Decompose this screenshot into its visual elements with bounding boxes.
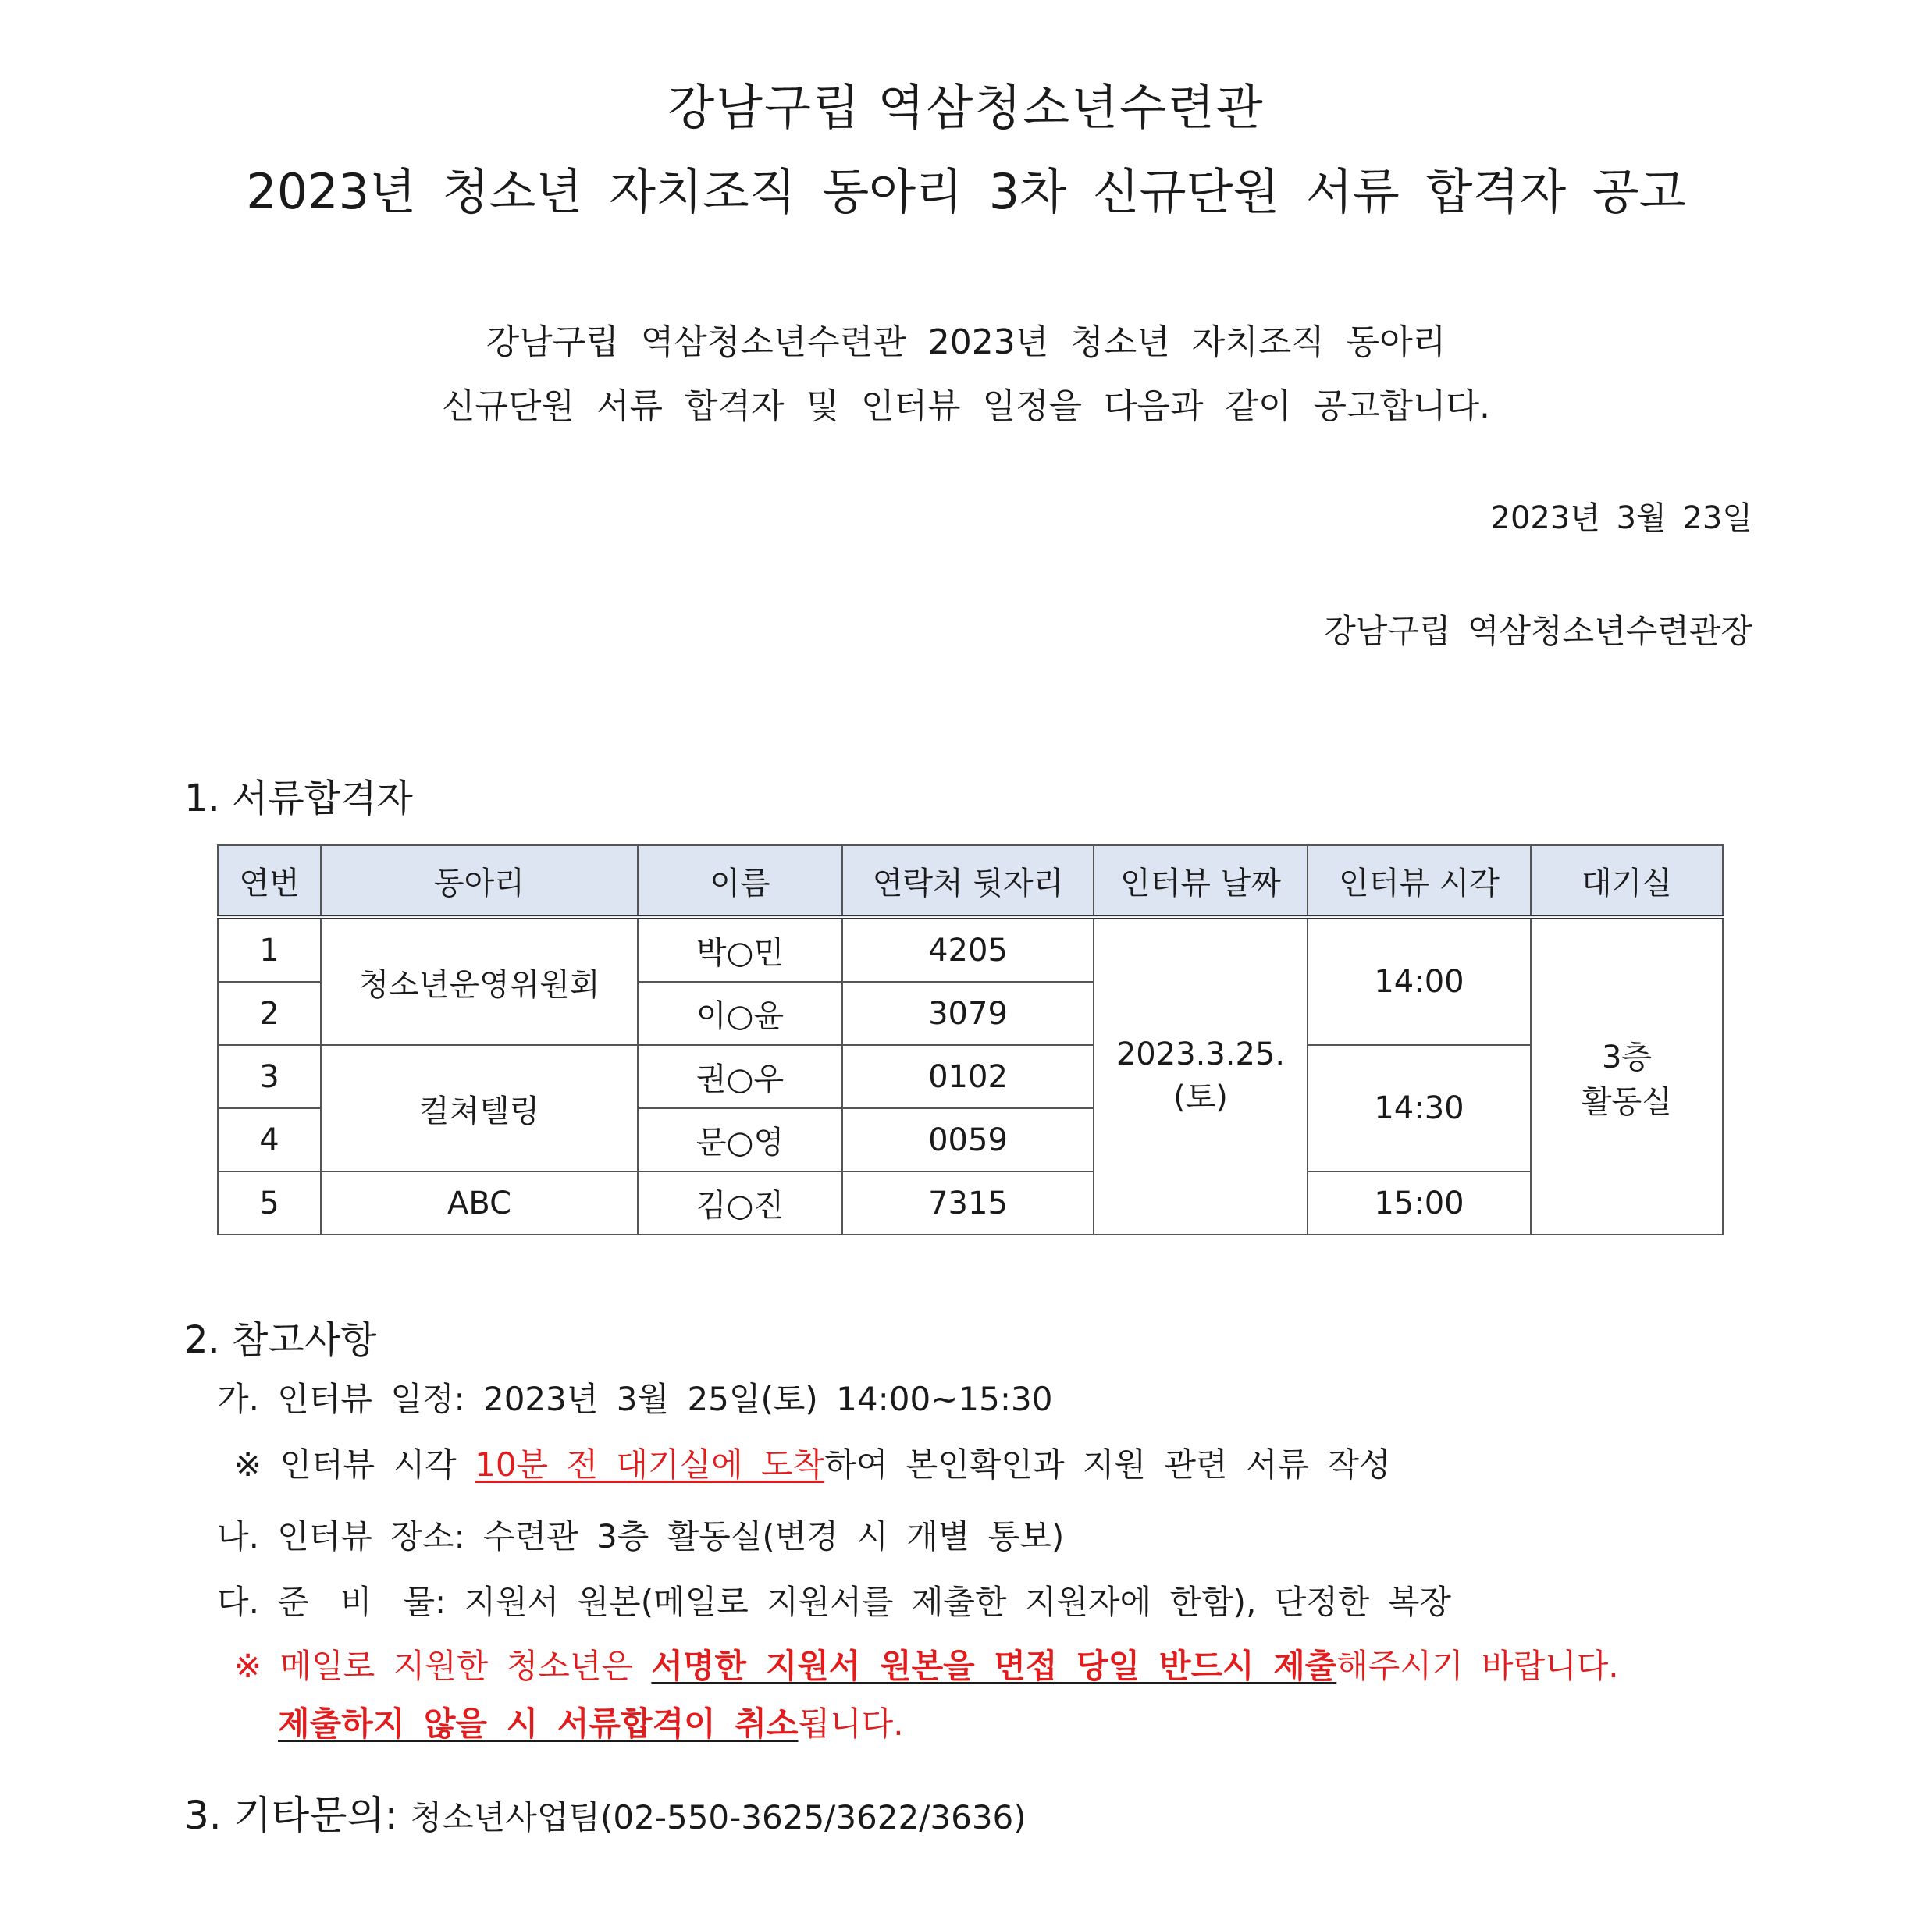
phone-last-digits: 0059 xyxy=(842,1108,1094,1171)
arrival-note-highlight: 10분 전 대기실에 도착 xyxy=(475,1445,825,1484)
document-title: 강남구립 역삼청소년수련관 xyxy=(667,79,1265,136)
passers-table xyxy=(217,844,1724,1235)
row-number: 3 xyxy=(218,1045,321,1108)
interview-date-value: 2023.3.25. xyxy=(1115,1036,1286,1072)
applicant-name: 김○진 xyxy=(638,1171,842,1235)
arrival-note xyxy=(234,1439,1391,1486)
table-row xyxy=(218,1171,1723,1235)
column-header: 인터뷰 날짜 xyxy=(1094,845,1308,917)
preparation-label-mid: 비 xyxy=(340,1583,372,1621)
phone-last-digits: 3079 xyxy=(842,982,1094,1045)
submission-warning-suffix: 해주시기 바랍니다. xyxy=(1336,1647,1619,1685)
column-header: 인터뷰 시각 xyxy=(1308,845,1531,917)
row-number: 5 xyxy=(218,1171,321,1235)
applicant-name: 이○윤 xyxy=(638,982,842,1045)
interview-date xyxy=(1094,917,1308,1235)
column-header: 이름 xyxy=(638,845,842,917)
preparation-value: 지원서 원본(메일로 지원서를 제출한 지원자에 한함), 단정한 복장 xyxy=(464,1583,1451,1621)
interview-location-note: 나. 인터뷰 장소: 수련관 3층 활동실(변경 시 개별 통보) xyxy=(217,1517,1065,1555)
preparation-note xyxy=(217,1577,1451,1623)
interview-date-weekday: (토) xyxy=(1173,1079,1228,1115)
interview-time: 14:30 xyxy=(1308,1045,1531,1171)
club-name: 청소년운영위원회 xyxy=(321,917,638,1045)
section-2-heading: 2. 참고사항 xyxy=(184,1318,377,1362)
arrival-note-suffix: 하여 본인확인과 지원 관련 서류 작성 xyxy=(824,1445,1391,1484)
preparation-label-end: 물: xyxy=(403,1583,447,1621)
phone-last-digits: 7315 xyxy=(842,1171,1094,1235)
document-subtitle: 2023년 청소년 자치조직 동아리 3차 신규단원 서류 합격자 공고 xyxy=(246,163,1686,220)
interview-schedule-note: 가. 인터뷰 일정: 2023년 3월 25일(토) 14:00~15:30 xyxy=(217,1380,1053,1418)
interview-time: 15:00 xyxy=(1308,1171,1531,1235)
interview-time: 14:00 xyxy=(1308,917,1531,1045)
contact-label: 3. 기타문의: xyxy=(184,1793,398,1838)
phone-last-digits: 4205 xyxy=(842,917,1094,982)
cancellation-warning-suffix: 됩니다. xyxy=(798,1705,904,1743)
applicant-name: 권○우 xyxy=(638,1045,842,1108)
section-1-heading: 1. 서류합격자 xyxy=(184,777,413,820)
cancellation-warning-highlight: 제출하지 않을 시 서류합격이 취소 xyxy=(278,1705,799,1743)
applicant-name: 문○영 xyxy=(638,1108,842,1171)
phone-last-digits: 0102 xyxy=(842,1045,1094,1108)
arrival-note-prefix: ※ 인터뷰 시각 xyxy=(234,1445,475,1484)
table-row xyxy=(218,1045,1723,1108)
announcement-date: 2023년 3월 23일 xyxy=(1490,500,1752,536)
preparation-label-start: 다. 준 xyxy=(217,1583,309,1621)
row-number: 1 xyxy=(218,917,321,982)
table-header-row xyxy=(218,845,1723,917)
column-header: 대기실 xyxy=(1531,845,1723,917)
cancellation-warning xyxy=(278,1698,904,1745)
submission-warning xyxy=(234,1641,1619,1687)
club-name: 컬쳐텔링 xyxy=(321,1045,638,1171)
club-name: ABC xyxy=(321,1171,638,1235)
applicant-name: 박○민 xyxy=(638,917,842,982)
waiting-room-name: 활동실 xyxy=(1582,1083,1672,1120)
submission-warning-prefix: ※ 메일로 지원한 청소년은 xyxy=(234,1647,652,1685)
column-header: 연락처 뒷자리 xyxy=(842,845,1094,917)
column-header: 연번 xyxy=(218,845,321,917)
table-row xyxy=(218,917,1723,982)
section-3-heading xyxy=(184,1784,1026,1840)
waiting-room xyxy=(1531,917,1723,1235)
intro-line-2: 신규단원 서류 합격자 및 인터뷰 일정을 다음과 같이 공고합니다. xyxy=(442,386,1490,426)
issuer-name: 강남구립 역삼청소년수련관장 xyxy=(1324,612,1752,650)
row-number: 4 xyxy=(218,1108,321,1171)
row-number: 2 xyxy=(218,982,321,1045)
column-header: 동아리 xyxy=(321,845,638,917)
intro-line-1: 강남구립 역삼청소년수련관 2023년 청소년 자치조직 동아리 xyxy=(486,322,1446,362)
submission-warning-highlight: 서명한 지원서 원본을 면접 당일 반드시 제출 xyxy=(651,1647,1337,1685)
waiting-room-floor: 3층 xyxy=(1601,1039,1653,1075)
contact-value: 청소년사업팀(02-550-3625/3622/3636) xyxy=(410,1798,1026,1836)
